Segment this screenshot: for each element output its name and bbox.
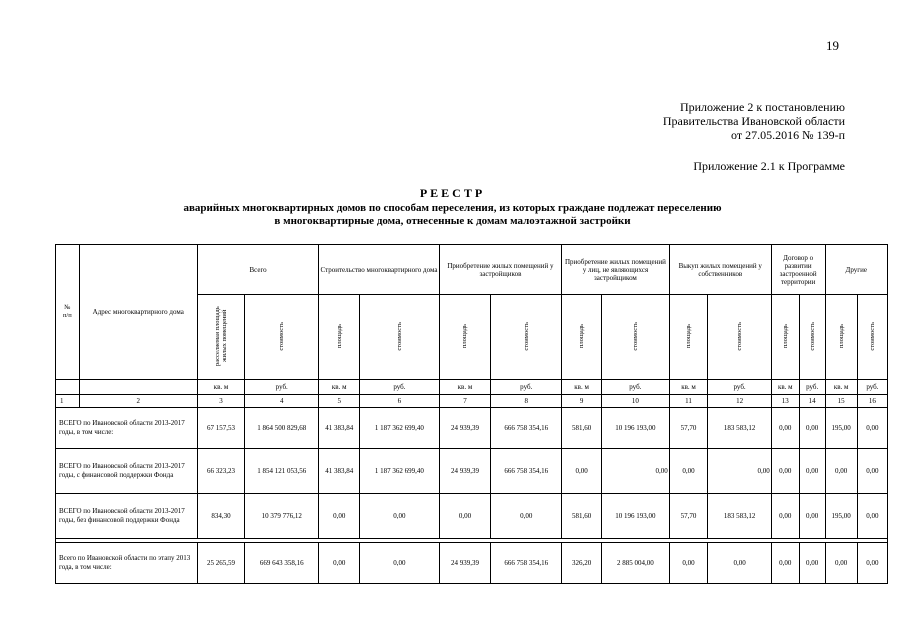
value-cell: 0,00 [857,408,887,449]
sub-header-label: стоимость [278,321,286,351]
group-header: Приобретение жилых помещений у застройщиков [439,245,562,295]
value-cell: 0,00 [799,543,825,584]
sub-header-label: площадь [837,323,845,349]
value-cell: 195,00 [825,408,857,449]
value-cell: 41 383,84 [319,408,360,449]
value-cell: 67 157,53 [197,408,244,449]
group-header: Другие [825,245,887,295]
sub-header-label: площадь [781,323,789,349]
value-cell: 24 939,39 [439,449,491,494]
value-cell: 0,00 [771,408,799,449]
value-cell: 25 265,59 [197,543,244,584]
program-appendix: Приложение 2.1 к Программе [693,159,845,173]
sub-header-cell [799,295,825,380]
value-cell: 581,60 [562,408,602,449]
value-cell: 24 939,39 [439,408,491,449]
value-cell: 0,00 [799,449,825,494]
unit-cell: кв. м [319,380,360,395]
value-cell: 0,00 [360,543,440,584]
units-row [56,380,888,395]
sub-header-cell [601,295,669,380]
appendix-line-1: Приложение 2 к постановлению [679,100,845,114]
sub-header-label: стоимость [808,321,816,351]
sub-header-cell [439,295,491,380]
column-number-cell: 15 [825,395,857,408]
column-number-cell: 16 [857,395,887,408]
value-cell: 0,00 [771,494,799,539]
value-cell: 66 323,23 [197,449,244,494]
group-header: Всего [197,245,318,295]
column-number-cell: 5 [319,395,360,408]
unit-cell: руб. [245,380,319,395]
value-cell: 183 583,12 [708,408,771,449]
value-cell: 666 758 354,16 [491,543,562,584]
sub-header-cell [771,295,799,380]
unit-cell: кв. м [825,380,857,395]
group-header: Договор о развитии застроенной территории [771,245,825,295]
value-cell: 0,00 [562,449,602,494]
row-label: ВСЕГО по Ивановской области 2013-2017 годы, с финансовой поддержки Фонда [56,449,198,494]
value-cell: 1 187 362 699,40 [360,449,440,494]
value-cell: 666 758 354,16 [491,408,562,449]
value-cell: 10 196 193,00 [601,494,669,539]
value-cell: 0,00 [319,543,360,584]
value-cell: 1 187 362 699,40 [360,408,440,449]
group-header: Приобретение жилых помещений у лиц, не являющихся застройщиком [562,245,669,295]
unit-cell: кв. м [562,380,602,395]
sub-header-cell [245,295,319,380]
sub-header-label: стоимость [868,321,876,351]
unit-cell: руб. [799,380,825,395]
column-number-cell: 4 [245,395,319,408]
value-cell: 0,00 [857,449,887,494]
sub-header-cell [562,295,602,380]
sub-header-cell [708,295,771,380]
value-cell: 0,00 [439,494,491,539]
sub-header-cell [825,295,857,380]
table-row [56,449,888,494]
column-number-cell: 10 [601,395,669,408]
unit-cell: руб. [857,380,887,395]
sub-header-cell [491,295,562,380]
value-cell: 10 379 776,12 [245,494,319,539]
group-header-row [56,245,888,295]
value-cell: 0,00 [771,543,799,584]
value-cell: 195,00 [825,494,857,539]
document-subtitle [0,202,905,228]
column-number-cell: 13 [771,395,799,408]
value-cell: 2 885 004,00 [601,543,669,584]
value-cell: 0,00 [857,494,887,539]
group-header: Выкуп жилых помещений у собственников [669,245,771,295]
value-cell: 666 758 354,16 [491,449,562,494]
column-number-cell: 9 [562,395,602,408]
column-number-row [56,395,888,408]
column-number-cell: 12 [708,395,771,408]
unit-cell: кв. м [771,380,799,395]
sub-header-label: площадь [335,323,343,349]
sub-header-label: площадь [461,323,469,349]
value-cell: 1 864 500 829,68 [245,408,319,449]
page-number: 19 [826,38,839,53]
sub-header-label: площадь [685,323,693,349]
table-row [56,543,888,584]
unit-cell: руб. [360,380,440,395]
units-blank [79,380,197,395]
sub-header-cell [319,295,360,380]
value-cell: 57,70 [669,494,708,539]
value-cell: 24 939,39 [439,543,491,584]
sub-header-label: стоимость [631,321,639,351]
units-blank [56,380,80,395]
registry-table [55,244,888,584]
column-number-cell: 11 [669,395,708,408]
value-cell: 0,00 [708,543,771,584]
value-cell: 183 583,12 [708,494,771,539]
sub-header-label: расселяемая площадь жилых помещений [214,306,228,366]
unit-cell: кв. м [669,380,708,395]
document-heading: РЕЕСТР [419,186,486,200]
value-cell: 0,00 [708,449,771,494]
row-label: ВСЕГО по Ивановской области 2013-2017 годы, в том числе: [56,408,198,449]
table-row [56,494,888,539]
col-num-header: № п/п [56,245,80,380]
value-cell: 0,00 [799,408,825,449]
value-cell: 57,70 [669,408,708,449]
sub-header-label: стоимость [395,321,403,351]
sub-header-cell [857,295,887,380]
column-number-cell: 1 [56,395,80,408]
value-cell: 0,00 [799,494,825,539]
value-cell: 0,00 [825,449,857,494]
sub-header-label: стоимость [522,321,530,351]
sub-header-label: стоимость [736,321,744,351]
value-cell: 0,00 [669,449,708,494]
value-cell: 10 196 193,00 [601,408,669,449]
subtitle-line-1: аварийных многоквартирных домов по способам переселения, из которых граждане подлежат переселению [183,202,722,214]
value-cell: 669 643 358,16 [245,543,319,584]
col-address-header: Адрес многоквартирного дома [79,245,197,380]
unit-cell: руб. [708,380,771,395]
unit-cell: руб. [601,380,669,395]
sub-header-cell [360,295,440,380]
sub-header-cell [669,295,708,380]
unit-cell: руб. [491,380,562,395]
value-cell: 326,20 [562,543,602,584]
value-cell: 0,00 [491,494,562,539]
table-row [56,408,888,449]
value-cell: 0,00 [825,543,857,584]
column-number-cell: 8 [491,395,562,408]
value-cell: 0,00 [601,449,669,494]
column-number-cell: 3 [197,395,244,408]
sub-header-cell [197,295,244,380]
value-cell: 581,60 [562,494,602,539]
appendix-reference [663,100,845,142]
value-cell: 0,00 [771,449,799,494]
unit-cell: кв. м [439,380,491,395]
row-label: Всего по Ивановской области по этапу 2013 года, в том числе: [56,543,198,584]
value-cell: 41 383,84 [319,449,360,494]
column-number-cell: 6 [360,395,440,408]
appendix-line-3: от 27.05.2016 № 139-п [731,128,845,142]
value-cell: 0,00 [857,543,887,584]
value-cell: 1 854 121 053,56 [245,449,319,494]
row-label: ВСЕГО по Ивановской области 2013-2017 годы, без финансовой поддержки Фонда [56,494,198,539]
column-number-cell: 7 [439,395,491,408]
column-number-cell: 14 [799,395,825,408]
group-header: Строительство многоквартирного дома [319,245,439,295]
sub-header-label: площадь [578,323,586,349]
value-cell: 0,00 [319,494,360,539]
unit-cell: кв. м [197,380,244,395]
value-cell: 0,00 [669,543,708,584]
appendix-line-2: Правительства Ивановской области [662,114,845,128]
column-number-cell: 2 [79,395,197,408]
subtitle-line-2: в многоквартирные дома, отнесенные к домам малоэтажной застройки [274,215,631,227]
value-cell: 0,00 [360,494,440,539]
value-cell: 834,30 [197,494,244,539]
